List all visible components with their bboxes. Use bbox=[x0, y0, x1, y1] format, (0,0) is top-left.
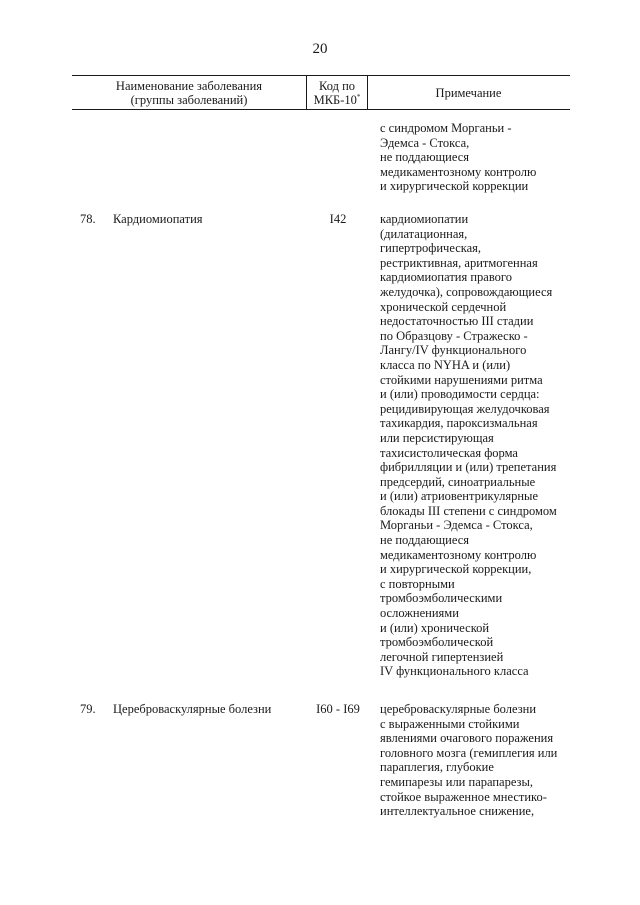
header-note bbox=[367, 76, 570, 109]
note-line: головного мозга (гемиплегия или bbox=[380, 745, 558, 760]
header-icd-code-line1: Код по bbox=[318, 78, 356, 93]
note-line: Лангу/IV функционального bbox=[380, 343, 527, 358]
note-line: недостаточностью III стадии bbox=[380, 314, 534, 329]
note-line: стойкими нарушениями ритма bbox=[380, 372, 543, 387]
note-line: кардиомиопатия правого bbox=[380, 270, 512, 285]
note-line: медикаментозному контролю bbox=[380, 164, 537, 179]
note-line: явлениями очагового поражения bbox=[380, 731, 554, 746]
note-line: Эдемса - Стокса, bbox=[380, 135, 470, 150]
header-note-label: Примечание bbox=[435, 85, 502, 100]
note-line: параплегия, глубокие bbox=[380, 760, 494, 775]
header-disease-name bbox=[72, 76, 306, 109]
note-line: гипертрофическая, bbox=[380, 241, 482, 256]
header-icd-code-line2 bbox=[314, 93, 361, 107]
icd-code: I42 bbox=[329, 212, 347, 226]
note-line: и (или) проводимости сердца: bbox=[380, 387, 540, 402]
note-line: легочной гипертензией bbox=[380, 649, 504, 664]
header-disease-name-line2: (группы заболеваний) bbox=[130, 92, 248, 107]
page-number: 20 bbox=[312, 41, 328, 57]
note-line: блокады III степени с синдромом bbox=[380, 503, 557, 518]
note-line: и хирургической коррекции, bbox=[380, 562, 532, 577]
note-line: с выраженными стойкими bbox=[380, 716, 520, 731]
icd-code: I60 - I69 bbox=[316, 702, 360, 716]
note-line: не поддающиеся bbox=[380, 533, 470, 548]
note-line: Морганьи - Эдемса - Стокса, bbox=[380, 518, 533, 533]
note-line: или персистирующая bbox=[380, 430, 494, 445]
row-number: 79. bbox=[80, 702, 96, 716]
disease-name: Кардиомиопатия bbox=[113, 212, 203, 226]
note-line: тромбоэмболическими bbox=[380, 591, 503, 606]
table-header bbox=[72, 75, 570, 110]
header-icd-code-text: МКБ-10 bbox=[313, 92, 357, 107]
header-icd-code bbox=[306, 76, 368, 109]
note-line: гемипарезы или парапарезы, bbox=[380, 774, 534, 789]
note-line: и (или) атриовентрикулярные bbox=[380, 489, 539, 504]
note-line: и хирургической коррекции bbox=[380, 179, 529, 194]
note-line: стойкое выраженное мнестико- bbox=[380, 789, 547, 804]
row-number: 78. bbox=[80, 212, 96, 226]
header-disease-name-line1: Наименование заболевания bbox=[115, 78, 263, 93]
note-line: кардиомиопатии bbox=[380, 212, 469, 226]
note-line: фибрилляции и (или) трепетания bbox=[380, 460, 557, 475]
note-line: по Образцову - Стражеско - bbox=[380, 328, 528, 343]
row-note bbox=[380, 702, 580, 819]
note-line: тахисистолическая форма bbox=[380, 445, 518, 460]
note-line: и (или) хронической bbox=[380, 620, 490, 635]
note-line: желудочка), сопровождающиеся bbox=[380, 284, 553, 299]
note-line: интеллектуальное снижение, bbox=[380, 804, 535, 819]
note-line: цереброваскулярные болезни bbox=[380, 702, 537, 716]
note-line: хронической сердечной bbox=[380, 299, 507, 314]
note-line: (дилатационная, bbox=[380, 226, 468, 241]
note-line: с повторными bbox=[380, 576, 455, 591]
note-line: рестриктивная, аритмогенная bbox=[380, 255, 538, 270]
footnote-marker: * bbox=[356, 92, 361, 101]
row-note bbox=[380, 212, 580, 679]
note-line: предсердий, синоатриальные bbox=[380, 474, 536, 489]
note-line: тромбоэмболической bbox=[380, 635, 494, 650]
note-line: тахикардия, пароксизмальная bbox=[380, 416, 538, 431]
disease-name: Цереброваскулярные болезни bbox=[113, 702, 272, 716]
continuation-note bbox=[380, 121, 580, 194]
note-line: с синдромом Морганьи - bbox=[380, 121, 512, 135]
note-line: медикаментозному контролю bbox=[380, 547, 537, 562]
note-line: рецидивирующая желудочковая bbox=[380, 401, 550, 416]
note-line: не поддающиеся bbox=[380, 150, 470, 165]
note-line: класса по NYHA и (или) bbox=[380, 357, 511, 372]
note-line: IV функционального класса bbox=[380, 664, 529, 679]
note-line: осложнениями bbox=[380, 606, 459, 621]
